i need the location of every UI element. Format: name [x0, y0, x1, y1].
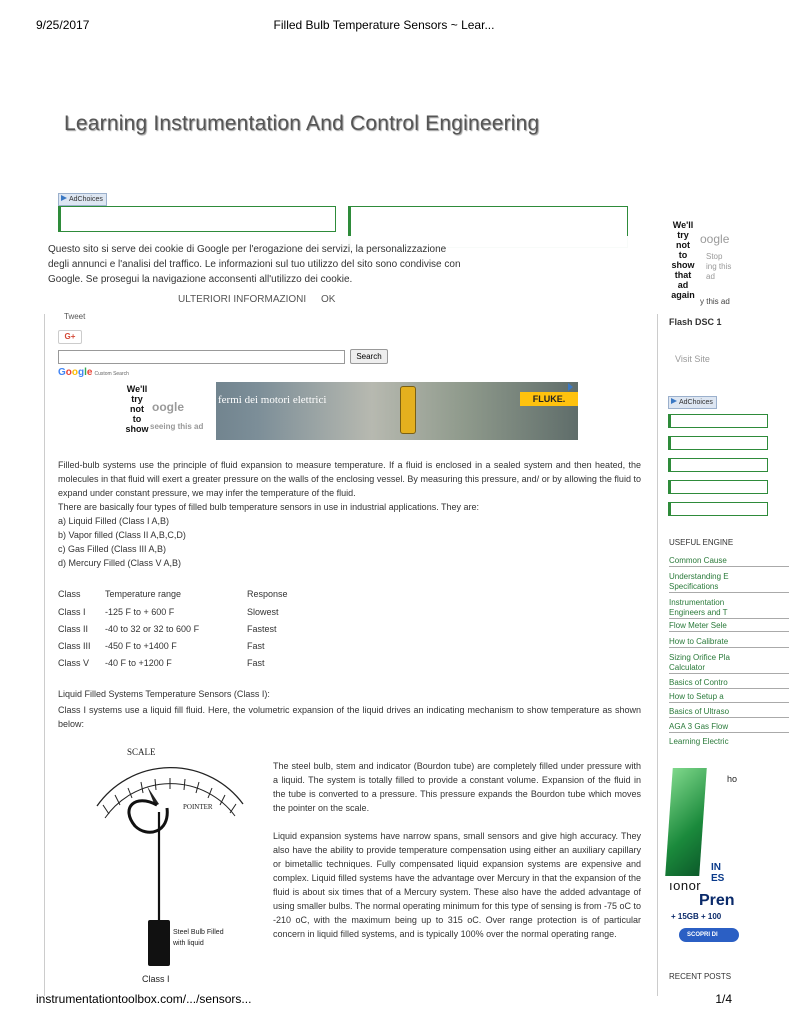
google-custom-search-logo: Google Custom Search [58, 367, 129, 378]
table-cell: Slowest [247, 606, 279, 617]
ad-dismiss-message: We'll try not to show [125, 384, 149, 434]
sidebar-link[interactable]: Flow Meter Sele [669, 621, 789, 632]
search-button[interactable]: Search [350, 349, 388, 364]
diagram-caption: Class I [142, 974, 170, 984]
banner-ad-text: fermi dei motori elettrici [218, 394, 327, 406]
table-cell: Fastest [247, 623, 277, 634]
honor-logo: ıonor [669, 878, 702, 893]
sidebar-link[interactable]: Learning Electric [669, 737, 729, 746]
honor-ad-text: ho [727, 774, 738, 784]
honor-phone-ad[interactable] [669, 768, 738, 953]
sidebar-adchoices-badge[interactable]: AdChoices [668, 396, 717, 409]
phone-image [665, 768, 707, 876]
more-info-link[interactable]: ULTERIORI INFORMAZIONI [178, 294, 307, 305]
cookie-text: Questo sito si serve dei cookie di Google per l'erogazione dei servizi, la personalizzazione degli annunci e l'analisi del traffico. Le informazioni sul tuo utilizzo del sito sono condivise con Google. Se prosegui la navigazione acconsenti all'utilizzo dei cookie. [48, 244, 461, 285]
list-item: b) Vapor filled (Class II A,B,C,D) [58, 530, 186, 540]
table-header-row [58, 585, 327, 603]
table-row [58, 620, 327, 637]
list-item: a) Liquid Filled (Class I A,B) [58, 516, 170, 526]
list-item: c) Gas Filled (Class III A,B) [58, 544, 167, 554]
sidebar-ad-tail: y this ad [700, 297, 730, 306]
sidebar-ad-product: Flash DSC 1 [669, 317, 722, 327]
sidebar-stop-seeing-text: Stop ing this ad [706, 252, 732, 281]
adchoices-badge[interactable]: AdChoices [58, 193, 107, 206]
print-title: Filled Bulb Temperature Sensors ~ Lear... [273, 18, 495, 32]
gplus-button[interactable]: G+ [58, 330, 82, 344]
site-title[interactable]: Learning Instrumentation And Control Engineering [64, 112, 540, 135]
sidebar-link[interactable]: Specifications [669, 582, 789, 593]
print-date: 9/25/2017 [36, 18, 90, 32]
col-header-class: Class [58, 589, 81, 599]
col-header-response: Response [247, 589, 288, 599]
sidebar-link[interactable]: Basics of Ultraso [669, 707, 789, 718]
sidebar-text-ad[interactable] [668, 414, 768, 428]
honor-ad-text: IN ES [711, 862, 725, 884]
sidebar-link[interactable]: Calculator [669, 663, 789, 674]
visit-site-link[interactable]: Visit Site [675, 354, 710, 364]
google-wordmark: oogle [152, 400, 184, 414]
table-cell: Fast [247, 640, 265, 651]
footer-url: instrumentationtoolbox.com/.../sensors... [36, 992, 252, 1006]
ok-button[interactable]: OK [320, 294, 336, 305]
sidebar-link[interactable]: Engineers and T [669, 608, 789, 619]
recent-posts-heading: RECENT POSTS [669, 972, 732, 981]
liquid-filled-diagram [75, 738, 275, 988]
sidebar-google-wordmark: oogle [700, 232, 730, 246]
cookie-actions [178, 294, 347, 305]
liquid-paragraph-1: The steel bulb, stem and indicator (Bourdon tube) are completely filled under pressure with a liquid. The system is totally filled to provide a constant volume. Expansion of the fluid in the tube is converted to a pressure. This pressure expands the Bourdon tube which moves the pointer on the scale. [273, 761, 641, 813]
sidebar-link[interactable]: Basics of Contro [669, 678, 789, 689]
table-row [58, 654, 327, 671]
fluke-logo: FLUKE. [520, 392, 578, 406]
seeing-this-ad-text: seeing this ad [150, 422, 204, 431]
table-cell: -450 F to +1400 F [105, 640, 177, 651]
table-cell: Class II [58, 623, 89, 634]
table-cell: -40 to 32 or 32 to 600 F [105, 623, 200, 634]
sidebar-link[interactable]: Instrumentation [669, 598, 725, 607]
sidebar-link[interactable]: Understanding E [669, 572, 729, 581]
col-header-range: Temperature range [105, 589, 182, 599]
table-cell: Class III [58, 640, 91, 651]
intro-text: Filled-bulb systems use the principle of fluid expansion to measure temperature. If a fluid is enclosed in a sealed system and then heated, the molecules in that fluid will exert a greater pressure on the walls of the enclosing vessel. By measuring this pressure, and/ or by allowing the fluid to expand under constant pressure, we may infer the temperature of the fluid. There are basically four types of filled bulb temperature sensors in use in industrial applications. They are: [58, 460, 641, 512]
honor-cta-button[interactable]: SCOPRI DI [679, 928, 739, 942]
cookie-notice [36, 236, 648, 314]
sidebar-link[interactable]: How to Calibrate [669, 637, 789, 648]
sidebar-link[interactable]: AGA 3 Gas Flow [669, 722, 789, 733]
search-input[interactable] [58, 350, 345, 364]
section-intro: Class I systems use a liquid fill fluid. Here, the volumetric expansion of the liquid drives an indicating mechanism to show temperature as shown below: [58, 705, 641, 729]
class-type-list [58, 514, 186, 570]
table-row [58, 603, 327, 620]
table-row [58, 637, 327, 654]
table-cell: Class V [58, 657, 90, 668]
sidebar-text-ad[interactable] [668, 458, 768, 472]
sidebar-text-ad[interactable] [668, 480, 768, 494]
class-table [58, 585, 327, 671]
sidebar-text-ad[interactable] [668, 502, 768, 516]
table-cell: Class I [58, 606, 86, 617]
useful-engineering-heading: USEFUL ENGINE [669, 538, 734, 547]
ad-dismiss-overlay [120, 382, 216, 440]
pointer-label: POINTER [183, 803, 213, 811]
footer-page-number: 1/4 [715, 992, 732, 1006]
print-footer [36, 992, 732, 1006]
print-header [36, 18, 732, 34]
table-cell: -125 F to + 600 F [105, 606, 175, 617]
table-cell: -40 F to +1200 F [105, 657, 172, 668]
sidebar-ad-dismiss-message: We'll try not to show that ad again [666, 220, 700, 312]
section-heading: Liquid Filled Systems Temperature Sensors (Class I): [58, 689, 270, 699]
bulb-label-line2: with liquid [173, 940, 204, 947]
sidebar-link[interactable]: How to Setup a [669, 692, 789, 703]
honor-ad-text: + 15GB + 100 [671, 912, 722, 921]
sidebar-link[interactable]: Sizing Orifice Pla [669, 653, 730, 662]
tweet-button[interactable]: Tweet [64, 312, 86, 321]
table-cell: Fast [247, 657, 265, 668]
honor-ad-text: Pren [699, 892, 735, 909]
scale-label: SCALE [127, 747, 156, 757]
bulb-label-line1: Steel Bulb Filled [173, 929, 224, 936]
multimeter-image [400, 386, 416, 434]
adchoices-icon[interactable] [568, 383, 576, 391]
sidebar-link[interactable]: Common Cause [669, 556, 789, 567]
sidebar-text-ad[interactable] [668, 436, 768, 450]
right-sidebar [666, 216, 738, 996]
liquid-paragraph-2: Liquid expansion systems have narrow spans, small sensors and give high accuracy. They also have the ability to provide temperature compensation using either an auxiliary capillary or bimetallic techniques. Fully compensated liquid expansion systems are expensive and complex. Liquid filled systems have the advantage over Mercury in that the expansion of the fluid is about six times that of a Mercury system. These also have the added advantage of using smaller bulbs. The normal operating minimum for this type of sensing is from -75 oC to -210 oC, with the maximum being up to 315 oC. Over range protection is of particular concern in liquid filled systems, and is typically 100% over the normal operating range. [273, 831, 641, 939]
list-item: d) Mercury Filled (Class V A,B) [58, 558, 182, 568]
text-ad-box-left[interactable] [58, 206, 336, 232]
